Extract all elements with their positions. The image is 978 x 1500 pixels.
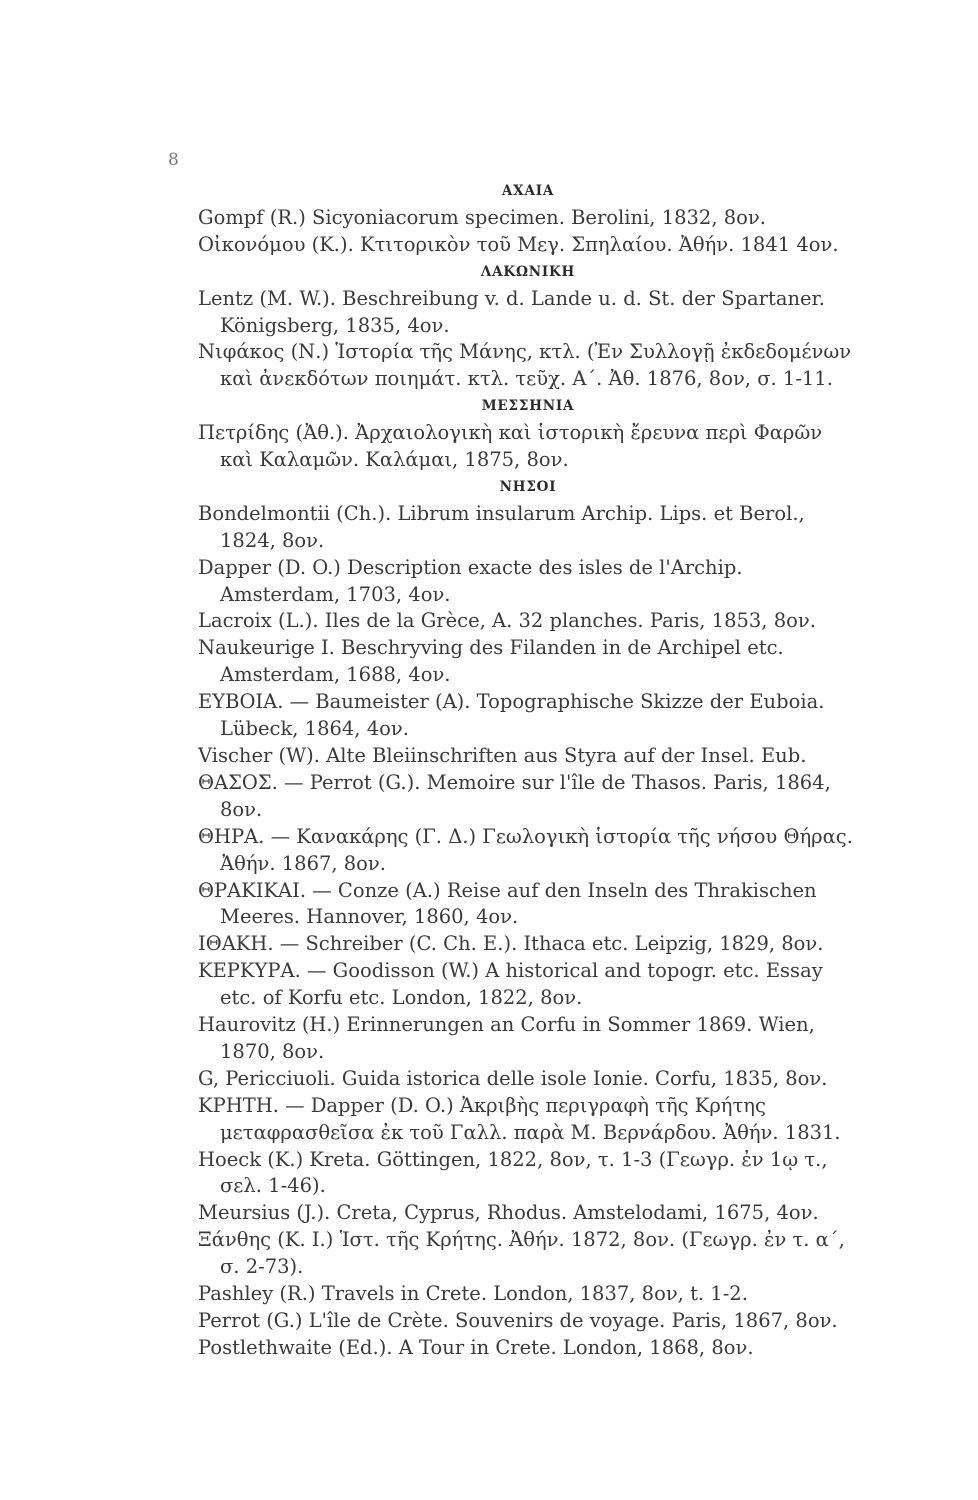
- entry-text: Lacroix (L.). Iles de la Grèce, A. 32 planches. Paris, 1853, 8ον.: [198, 609, 816, 633]
- entry-text: Lentz (M. W.). Beschreibung v. d. Lande u. d. St. der Spartaner. Königsberg, 1835, 4ον.: [198, 286, 832, 337]
- bibliography-entry: [198, 205, 858, 232]
- bibliography-entry: [198, 635, 858, 689]
- entry-text: G, Pericciuoli. Guida istorica delle isole Ionie. Corfu, 1835, 8ον.: [198, 1066, 828, 1090]
- bibliography-entry: [198, 501, 858, 555]
- bibliography-entry: [198, 555, 858, 609]
- entry-text: Νιφάκος (Ν.) Ἱστορία τῆς Μάνης, κτλ. (Ἐν Συλλογῇ ἐκδεδομένων καὶ ἀνεκδότων ποιημάτ. κτλ. τεῦχ. Α΄. Ἀθ. 1876, 8ον, σ. 1-11.: [198, 340, 858, 391]
- entry-text: Bondelmontii (Ch.). Librum insularum Archip. Lips. et Berol., 1824, 8ον.: [198, 501, 811, 552]
- entry-text: Pashley (R.) Travels in Crete. London, 1837, 8ον, t. 1-2.: [198, 1282, 748, 1306]
- entry-text: ΘΗΡΑ. — Κανακάρης (Γ. Δ.) Γεωλογικὴ ἱστορία τῆς νήσου Θήρας. Ἀθήν. 1867, 8ον.: [198, 824, 860, 875]
- entry-text: ΘΑΣΟΣ. — Perrot (G.). Memoire sur l'île de Thasos. Paris, 1864, 8ον.: [198, 770, 837, 821]
- entry-text: Haurovitz (H.) Erinnerungen an Corfu in Sommer 1869. Wien, 1870, 8ον.: [198, 1013, 822, 1063]
- entry-text: Vischer (W). Alte Bleiinschriften aus Styra auf der Insel. Eub.: [198, 743, 807, 767]
- bibliography-entry: [198, 824, 858, 878]
- section-heading: ΝΗΣΟΙ: [499, 478, 557, 495]
- entry-text: Πετρίδης (Ἀθ.). Ἀρχαιολογικὴ καὶ ἱστορικὴ ἔρευνα περὶ Φαρῶν καὶ Καλαμῶν. Καλάμαι, 1875, 8ον.: [198, 421, 829, 472]
- bibliography-entry: [198, 420, 858, 474]
- entry-text: Postlethwaite (Ed.). A Tour in Crete. London, 1868, 8ον.: [198, 1335, 754, 1359]
- bibliography-entry: [198, 1308, 858, 1335]
- bibliography-entry: [198, 958, 858, 1012]
- bibliography-entry: [198, 770, 858, 824]
- entry-text: ΙΘΑΚΗ. — Schreiber (C. Ch. E.). Ithaca etc. Leipzig, 1829, 8ον.: [198, 932, 824, 956]
- bibliography-entry: [198, 1227, 858, 1281]
- entry-text: Naukeurige I. Beschryving des Filanden in de Archipel etc. Amsterdam, 1688, 4ον.: [198, 636, 790, 687]
- section-heading: ΑΧΑΙΑ: [501, 183, 555, 199]
- entry-text: ΘΡΑΚΙΚΑΙ. — Conze (A.) Reise auf den Inseln des Thrakischen Meeres. Hannover, 1860, 4ον.: [198, 878, 823, 929]
- entry-text: Gompf (R.) Sicyoniacorum specimen. Berolini, 1832, 8ον.: [198, 205, 766, 229]
- bibliography-entry: [198, 1281, 858, 1308]
- entry-text: Dapper (D. O.) Description exacte des isles de l'Archip. Amsterdam, 1703, 4ον.: [198, 555, 749, 606]
- entry-text: Hoeck (K.) Kreta. Göttingen, 1822, 8ον, τ. 1-3 (Γεωγρ. ἐν 1ῳ τ., σελ. 1-46).: [198, 1147, 834, 1198]
- entry-text: ΚΕΡΚΥΡΑ. — Goodisson (W.) A historical and topogr. etc. Essay etc. of Korfu etc. London, 1822, 8ον.: [198, 959, 829, 1010]
- bibliography-entry: [198, 878, 858, 932]
- bibliography-entry: [198, 339, 858, 393]
- entry-text: ΕΥΒΟΙΑ. — Baumeister (A). Topographische Skizze der Euboia. Lübeck, 1864, 4ον.: [198, 690, 831, 741]
- bibliography-entry: [198, 232, 858, 259]
- section-heading: ΛΑΚΩΝΙΚΗ: [480, 263, 576, 280]
- bibliography-entry: [198, 1012, 858, 1066]
- bibliography-entry: [198, 1093, 858, 1147]
- bibliography-entry: [198, 689, 858, 743]
- bibliography-content: [198, 178, 858, 1362]
- page-number: 8: [168, 150, 179, 170]
- entry-text: Perrot (G.) L'île de Crète. Souvenirs de voyage. Paris, 1867, 8ον.: [198, 1309, 838, 1332]
- bibliography-entry: [198, 1335, 858, 1362]
- entry-text: Meursius (J.). Creta, Cyprus, Rhodus. Amstelodami, 1675, 4ον.: [198, 1201, 819, 1225]
- entry-text: Ξάνθης (Κ. Ι.) Ἱστ. τῆς Κρήτης. Ἀθήν. 1872, 8ον. (Γεωγρ. ἐν τ. α΄, σ. 2-73).: [198, 1228, 851, 1279]
- section-heading: ΜΕΣΣΗΝΙΑ: [481, 398, 575, 415]
- bibliography-entry: [198, 1147, 858, 1201]
- entry-text: ΚΡΗΤΗ. — Dapper (D. O.) Ἀκριβὴς περιγραφὴ τῆς Κρήτης μεταφρασθεῖσα ἐκ τοῦ Γαλλ. παρὰ Μ. Βερνάρδου. Ἀθήν. 1831.: [198, 1093, 841, 1144]
- bibliography-entry: [198, 286, 858, 340]
- bibliography-entry: [198, 608, 858, 635]
- bibliography-entry: [198, 931, 858, 958]
- entry-text: Οἰκονόμου (Κ.). Κτιτορικὸν τοῦ Μεγ. Σπηλαίου. Ἀθήν. 1841 4ον.: [198, 232, 839, 256]
- bibliography-entry: [198, 743, 858, 770]
- bibliography-entry: [198, 1066, 858, 1093]
- bibliography-entry: [198, 1200, 858, 1227]
